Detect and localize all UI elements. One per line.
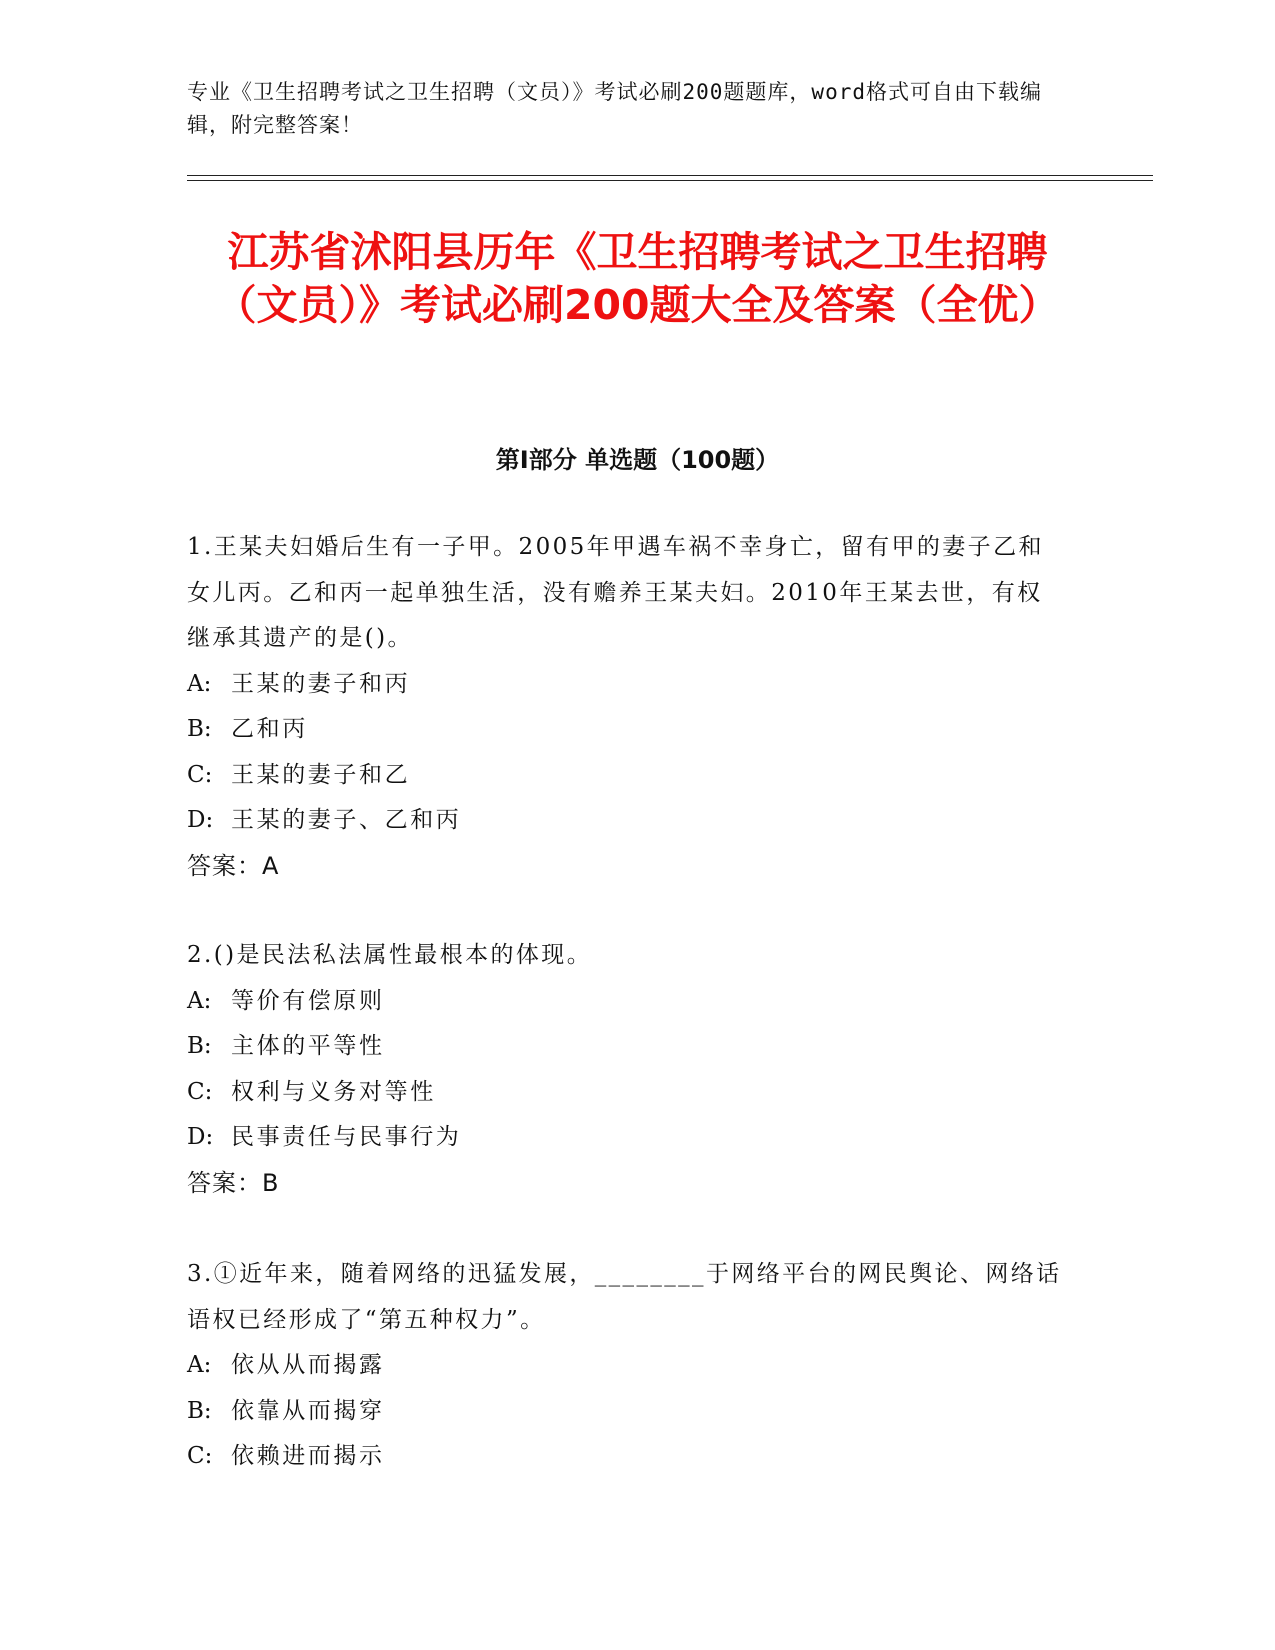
option-text: 依从从而揭露 bbox=[231, 1352, 385, 1378]
option-text: 权利与义务对等性 bbox=[231, 1078, 436, 1105]
question-3 bbox=[187, 1252, 1067, 1480]
question-1 bbox=[187, 525, 1067, 889]
option-label: A: bbox=[187, 987, 212, 1014]
option-text: 民事责任与民事行为 bbox=[231, 1124, 462, 1150]
option-label: C: bbox=[187, 1078, 213, 1105]
option-b bbox=[187, 707, 1067, 753]
document-title: 江苏省沭阳县历年《卫生招聘考试之卫生招聘（文员）》考试必刷200题大全及答案（全优） bbox=[215, 228, 1060, 329]
option-text: 王某的妻子和丙 bbox=[231, 670, 411, 697]
option-label: D: bbox=[187, 807, 214, 833]
option-label: C: bbox=[187, 1443, 213, 1469]
option-text: 王某的妻子、乙和丙 bbox=[231, 807, 462, 833]
option-label: D: bbox=[187, 1124, 214, 1150]
option-a bbox=[187, 1343, 1067, 1389]
option-text: 依靠从而揭穿 bbox=[231, 1397, 385, 1424]
option-label: B: bbox=[187, 1397, 212, 1424]
option-a bbox=[187, 979, 1067, 1025]
header-divider-top bbox=[187, 175, 1153, 176]
option-c bbox=[187, 1434, 1067, 1480]
option-b bbox=[187, 1024, 1067, 1070]
option-d bbox=[187, 798, 1067, 844]
option-text: 等价有偿原则 bbox=[231, 987, 385, 1014]
option-c bbox=[187, 1070, 1067, 1116]
question-stem: 1.王某夫妇婚后生有一子甲。2005年甲遇车祸不幸身亡，留有甲的妻子乙和女儿丙。乙和丙一起单独生活，没有赡养王某夫妇。2010年王某去世，有权继承其遗产的是()。 bbox=[187, 534, 1044, 651]
answer-line: 答案：A bbox=[187, 851, 280, 880]
option-c bbox=[187, 753, 1067, 799]
question-2 bbox=[187, 933, 1067, 1206]
answer-line: 答案：B bbox=[187, 1168, 280, 1197]
option-label: A: bbox=[187, 670, 212, 697]
option-label: A: bbox=[187, 1352, 212, 1378]
option-b bbox=[187, 1389, 1067, 1435]
option-text: 乙和丙 bbox=[231, 716, 308, 742]
option-a bbox=[187, 662, 1067, 708]
question-stem: 2.()是民法私法属性最根本的体现。 bbox=[187, 942, 593, 968]
option-d bbox=[187, 1115, 1067, 1161]
question-stem: 3.①近年来，随着网络的迅猛发展，________于网络平台的网民舆论、网络话语权已经形成了“第五种权力”。 bbox=[187, 1261, 1062, 1333]
option-label: C: bbox=[187, 761, 213, 788]
section-heading: 第I部分 单选题（100题） bbox=[495, 446, 780, 474]
option-text: 王某的妻子和乙 bbox=[231, 761, 411, 788]
header-note: 专业《卫生招聘考试之卫生招聘（文员）》考试必刷200题题库，word格式可自由下载编辑，附完整答案！ bbox=[187, 80, 1042, 137]
option-label: B: bbox=[187, 1033, 212, 1059]
option-text: 依赖进而揭示 bbox=[231, 1443, 385, 1469]
header-divider-bottom bbox=[187, 180, 1153, 181]
option-label: B: bbox=[187, 716, 212, 742]
option-text: 主体的平等性 bbox=[231, 1033, 385, 1059]
